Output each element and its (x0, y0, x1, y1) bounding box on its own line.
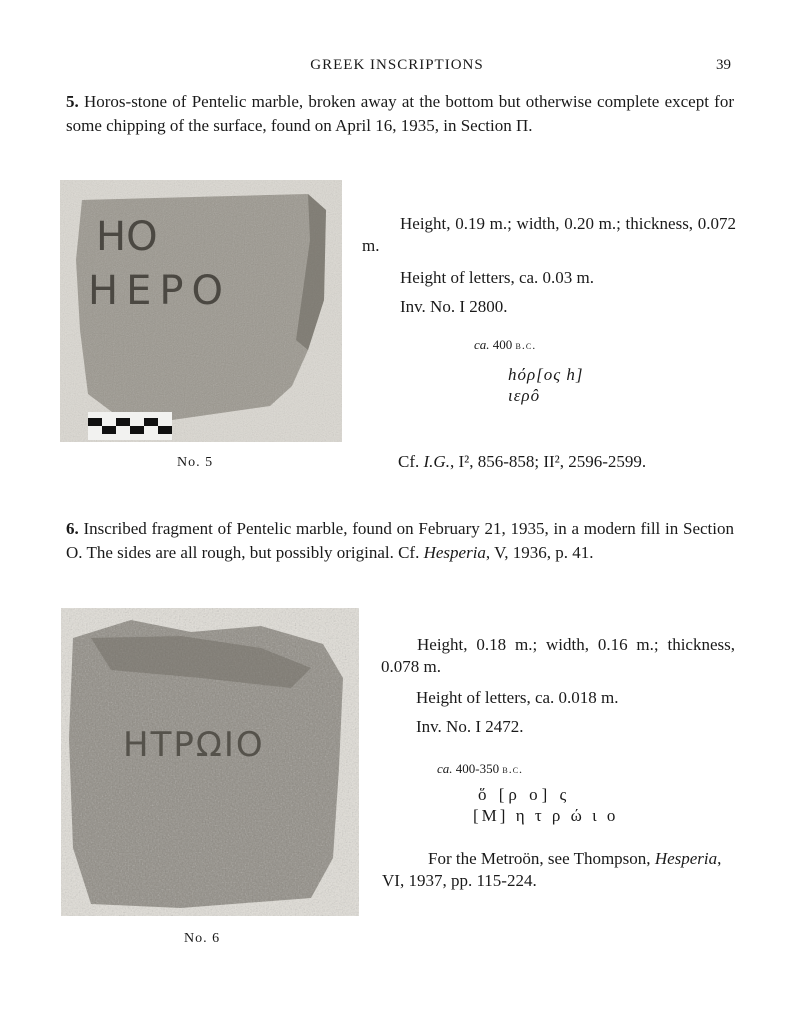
entry-5-date-value: 400 (489, 337, 516, 352)
entry-5-photo (60, 180, 342, 442)
entry-5-text: Horos-stone of Pentelic marble, broken away at the bottom but otherwise complete except for some chipping of the surface, found on April 16, 1935, in Section Π. (66, 92, 734, 135)
horos-stone-image (60, 180, 342, 442)
entry-6-text-line1: ὅ [ρ ο] ς (478, 785, 571, 804)
entry-5-text-line2: ιερô (508, 386, 541, 405)
inscribed-fragment-image (61, 608, 359, 916)
entry-6-date (437, 761, 523, 777)
entry-5-date-era: b.c. (515, 338, 537, 352)
entry-5-description (66, 90, 734, 138)
entry-5-dimensions: Height, 0.19 m.; width, 0.20 m.; thickness, 0.072 m. (362, 214, 736, 255)
entry-5-inventory: Inv. No. I 2800. (400, 297, 508, 316)
entry-6-text-line2: [Μ] η τ ρ ώ ι ο (473, 806, 619, 825)
entry-5-cf-source: I.G. (423, 452, 450, 471)
entry-5-caption: No. 5 (177, 455, 214, 470)
entry-6-note-journal: Hesperia (654, 849, 718, 868)
entry-6-note (382, 848, 722, 892)
entry-5-cf-rest: , I², 856-858; II², 2596-2599. (449, 452, 647, 471)
stone-letters-line1: ΗΟ (96, 214, 158, 260)
entry-5-number: 5. (66, 92, 79, 111)
entry-6-inventory: Inv. No. I 2472. (416, 717, 524, 736)
entry-6-text: Inscribed fragment of Pentelic marble, found on February 21, 1935, in a modern fill in Section O. The sides are all rough, but possibly original. Cf. (66, 519, 734, 562)
entry-6-date-prefix: ca. (437, 761, 453, 776)
page-number: 39 (716, 57, 731, 73)
entry-6-description (66, 517, 734, 565)
entry-5-text-line1: hόρ[ος h] (508, 365, 584, 384)
scale-bar (88, 412, 172, 440)
stone-letters: ΗΤΡΩΙΟ (123, 725, 265, 765)
stone-letters-line2: ΗΕΡΟ (88, 268, 231, 314)
entry-6-photo (61, 608, 359, 916)
entry-5-date (474, 337, 536, 353)
entry-6-date-era: b.c. (502, 762, 524, 776)
entry-6-number: 6. (66, 519, 79, 538)
entry-6-dimensions: Height, 0.18 m.; width, 0.16 m.; thickness, 0.078 m. (381, 635, 735, 676)
entry-6-note-rest: , VI, 1937, pp. 115-224. (382, 849, 722, 890)
entry-5-reference (398, 452, 646, 472)
entry-6-date-value: 400-350 (452, 761, 503, 776)
entry-6-text-end: , V, 1936, p. 41. (485, 543, 594, 562)
entry-6-journal: Hesperia (423, 543, 486, 562)
running-header: GREEK INSCRIPTIONS (310, 57, 484, 73)
entry-5-date-prefix: ca. (474, 337, 490, 352)
entry-6-caption: No. 6 (184, 931, 221, 946)
entry-6-letter-height: Height of letters, ca. 0.018 m. (416, 688, 619, 707)
entry-5-letter-height: Height of letters, ca. 0.03 m. (400, 268, 595, 287)
entry-6-note-text: For the Metroön, see Thompson, (428, 849, 651, 868)
entry-5-cf-prefix: Cf. (398, 452, 424, 471)
